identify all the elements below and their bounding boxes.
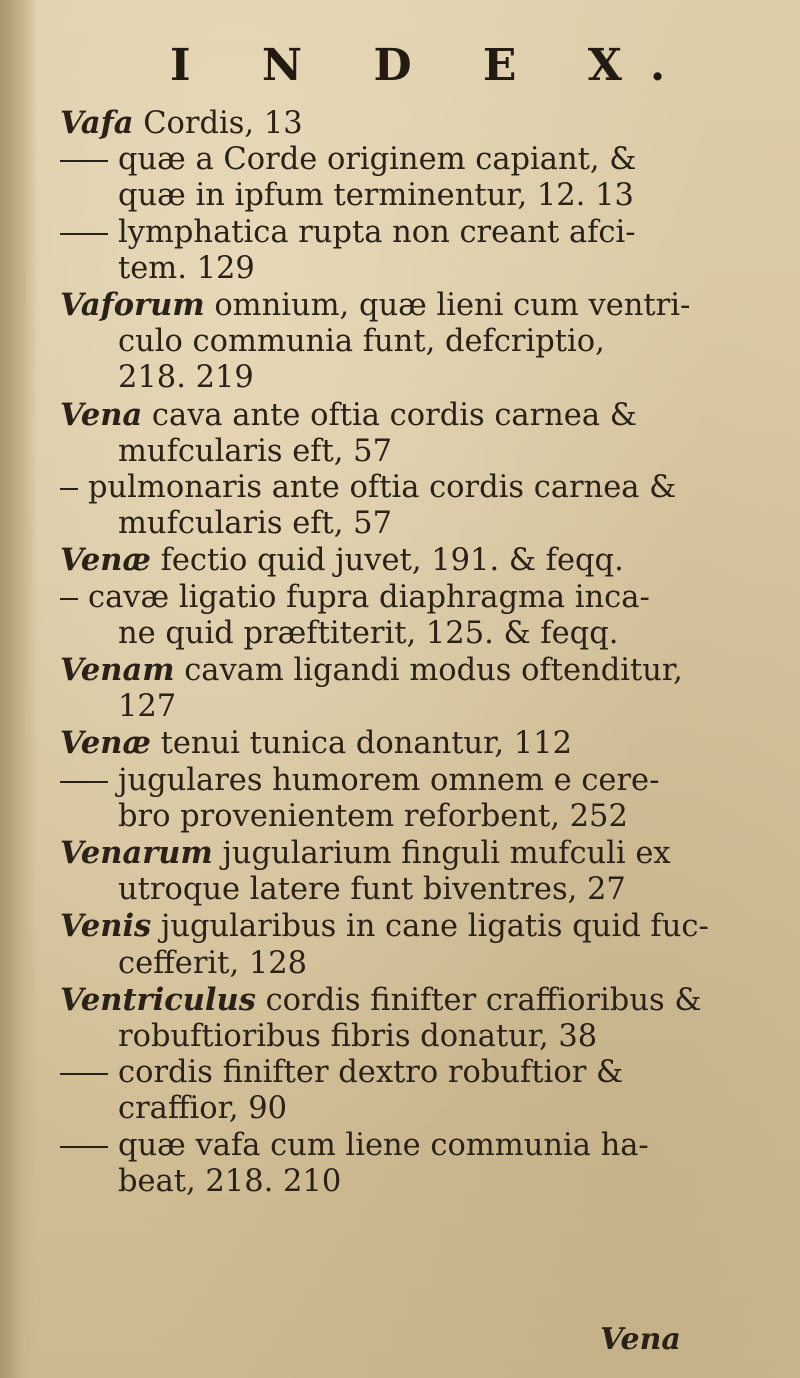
entry-text: 127 [118, 689, 177, 725]
entry-first-line [60, 142, 750, 178]
ditto-dash [60, 160, 108, 162]
entry-continuation-line [60, 946, 750, 982]
entry-text: jugularibus in cane ligatis quid fuc- [160, 909, 709, 945]
index-entry [60, 215, 750, 287]
entry-text: cava ante oftia cordis carnea & [151, 397, 637, 433]
entry-text: Cordis, 13 [143, 106, 303, 141]
entry-first-line [60, 835, 750, 872]
ditto-dash [60, 233, 108, 235]
entry-text: ne quid præftiterit, 125. & feqq. [118, 615, 619, 651]
entry-text: bro provenientem reforbent, 252 [118, 798, 628, 834]
entry-text: 218. 219 [118, 360, 254, 396]
index-entry [60, 763, 750, 835]
entry-continuation-line [60, 616, 750, 652]
entry-continuation-line [60, 506, 750, 542]
entry-first-line [60, 580, 750, 616]
ditto-dash [60, 598, 78, 600]
index-entry [60, 908, 750, 981]
entry-text: mufcularis eft, 57 [118, 506, 392, 542]
ditto-dash [60, 781, 108, 783]
index-entry [60, 725, 750, 762]
entry-continuation-line [60, 1019, 750, 1055]
entry-continuation-line [60, 1091, 750, 1127]
entry-first-line [60, 397, 750, 434]
entry-first-line [60, 105, 750, 142]
entry-text: lymphatica rupta non creant afci- [118, 214, 636, 250]
entry-text: beat, 218. 210 [118, 1163, 342, 1199]
entry-continuation-line [60, 324, 750, 360]
index-entry [60, 542, 750, 579]
entry-headword: Vena [60, 396, 143, 433]
entry-text: jugularium finguli mufculi ex [222, 836, 671, 872]
entry-continuation-line [60, 689, 750, 725]
entry-text: tem. 129 [118, 250, 255, 286]
index-entry [60, 287, 750, 397]
page-header: I N D E X. [170, 40, 694, 91]
entry-headword: Vaforum [60, 287, 205, 324]
entry-text: quæ vafa cum liene communia ha- [118, 1127, 649, 1163]
entry-text: quæ a Corde originem capiant, & [118, 142, 637, 178]
entry-text: culo communia funt, defcriptio, [118, 324, 605, 360]
ditto-dash [60, 1073, 108, 1075]
entry-headword: Vafa [60, 105, 134, 141]
entry-text: omnium, quæ lieni cum ventri- [214, 288, 691, 324]
index-entry [60, 142, 750, 214]
entry-continuation-line [60, 799, 750, 835]
entry-continuation-line [60, 1164, 750, 1200]
entry-headword: Venæ [60, 542, 151, 579]
entry-text: tenui tunica donantur, 112 [160, 726, 572, 762]
entry-text: quæ in ipfum terminentur, 12. 13 [118, 178, 634, 214]
entry-text: utroque latere funt biventres, 27 [118, 872, 626, 908]
entry-text: mufcularis eft, 57 [118, 433, 392, 469]
index-entry [60, 835, 750, 908]
entry-headword: Venarum [60, 835, 213, 872]
entry-first-line [60, 470, 750, 506]
index-entries [60, 105, 750, 1200]
entry-text: fectio quid juvet, 191. & feqq. [160, 543, 624, 579]
entry-continuation-line [60, 434, 750, 470]
entry-text: cavam ligandi modus oftenditur, [184, 653, 683, 689]
entry-first-line [60, 652, 750, 689]
index-entry [60, 652, 750, 725]
index-entry [60, 1128, 750, 1200]
entry-text: pulmonaris ante oftia cordis carnea & [88, 470, 677, 506]
page-gutter-shadow [0, 0, 38, 1378]
entry-first-line [60, 763, 750, 799]
entry-continuation-line [60, 872, 750, 908]
entry-headword: Venam [60, 652, 175, 689]
entry-headword: Venis [60, 908, 152, 945]
entry-text: cefferit, 128 [118, 945, 308, 981]
entry-continuation-line [60, 251, 750, 287]
index-entry [60, 982, 750, 1055]
index-entry [60, 470, 750, 542]
entry-first-line [60, 215, 750, 251]
entry-text: cordis finifter craffioribus & [265, 982, 702, 1018]
ditto-dash [60, 488, 78, 490]
entry-headword: Venæ [60, 725, 151, 762]
index-entry [60, 1055, 750, 1127]
entry-first-line [60, 908, 750, 945]
entry-continuation-line [60, 360, 750, 396]
entry-text: cavæ ligatio fupra diaphragma inca- [88, 579, 650, 615]
entry-text: jugulares humorem omnem e cere- [118, 762, 660, 798]
entry-text: robuftioribus fibris donatur, 38 [118, 1019, 598, 1055]
entry-first-line [60, 725, 750, 762]
index-entry [60, 105, 750, 142]
entry-text: cordis finifter dextro robuftior & [118, 1055, 624, 1091]
catchword: Vena [600, 1322, 681, 1357]
entry-headword: Ventriculus [60, 981, 256, 1018]
entry-first-line [60, 982, 750, 1019]
entry-continuation-line [60, 178, 750, 214]
entry-first-line [60, 542, 750, 579]
entry-first-line [60, 287, 750, 324]
entry-text: craffior, 90 [118, 1091, 288, 1127]
index-entry [60, 580, 750, 652]
entry-first-line [60, 1128, 750, 1164]
ditto-dash [60, 1146, 108, 1148]
index-entry [60, 397, 750, 470]
entry-first-line [60, 1055, 750, 1091]
